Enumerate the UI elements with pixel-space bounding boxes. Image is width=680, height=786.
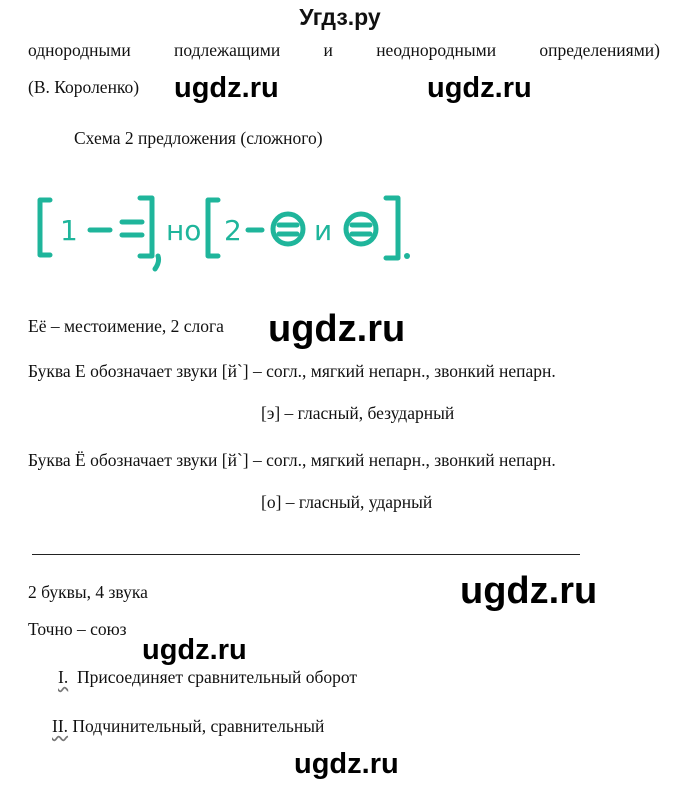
bracket-open-1 — [40, 200, 50, 255]
bracket-open-2 — [208, 200, 218, 256]
watermark-1: ugdz.ru — [174, 72, 279, 104]
part2-number: 2 — [224, 214, 242, 247]
text-line-1: однородными подлежащими и неоднородными определениями) — [28, 40, 660, 60]
list-item-2-text: Подчинительный, сравнительный — [72, 716, 325, 736]
period — [404, 253, 410, 259]
list-item-1-number: I. — [58, 667, 69, 687]
letters-sounds-count: 2 буквы, 4 звука — [28, 582, 148, 602]
conjunction-no: но — [166, 214, 202, 247]
watermark-6: ugdz.ru — [294, 748, 399, 780]
list-item-1-text: Присоединяет сравнительный оборот — [76, 667, 358, 687]
homogeneous-predicate-2 — [346, 214, 376, 244]
conjunction-i: и — [314, 214, 333, 247]
section-divider — [32, 554, 580, 555]
letter-yo-line: Буква Ё обозначает звуки [й`] – согл., мягкий непарн., звонкий непарн. — [28, 450, 556, 470]
letter-yo-sound-2: [о] – гласный, ударный — [261, 492, 433, 512]
letter-e-line: Буква Е обозначает звуки [й`] – согл., мягкий непарн., звонкий непарн. — [28, 361, 556, 381]
word-info: Её – местоимение, 2 слога — [28, 316, 224, 336]
tochno-line: Точно – союз — [28, 619, 127, 639]
watermark-2: ugdz.ru — [427, 72, 532, 104]
sentence-scheme — [30, 170, 640, 280]
bracket-close-1 — [140, 198, 152, 256]
sentence-scheme-drawing — [30, 170, 640, 280]
part1-number: 1 — [60, 214, 78, 247]
watermark-4: ugdz.ru — [460, 570, 598, 612]
watermark-5: ugdz.ru — [142, 634, 247, 666]
homogeneous-predicate-1 — [273, 214, 303, 244]
list-item-2-number: II. — [52, 716, 69, 736]
comma — [155, 256, 159, 269]
bracket-close-2 — [386, 198, 398, 258]
text-line-2-author: (В. Короленко) — [28, 77, 140, 97]
scheme-caption: Схема 2 предложения (сложного) — [74, 128, 323, 148]
site-title: Угдз.ру — [299, 4, 381, 30]
list-item-1 — [58, 667, 357, 688]
letter-e-sound-2: [э] – гласный, безударный — [261, 403, 455, 423]
watermark-3: ugdz.ru — [268, 308, 406, 350]
list-item-2 — [52, 716, 324, 737]
